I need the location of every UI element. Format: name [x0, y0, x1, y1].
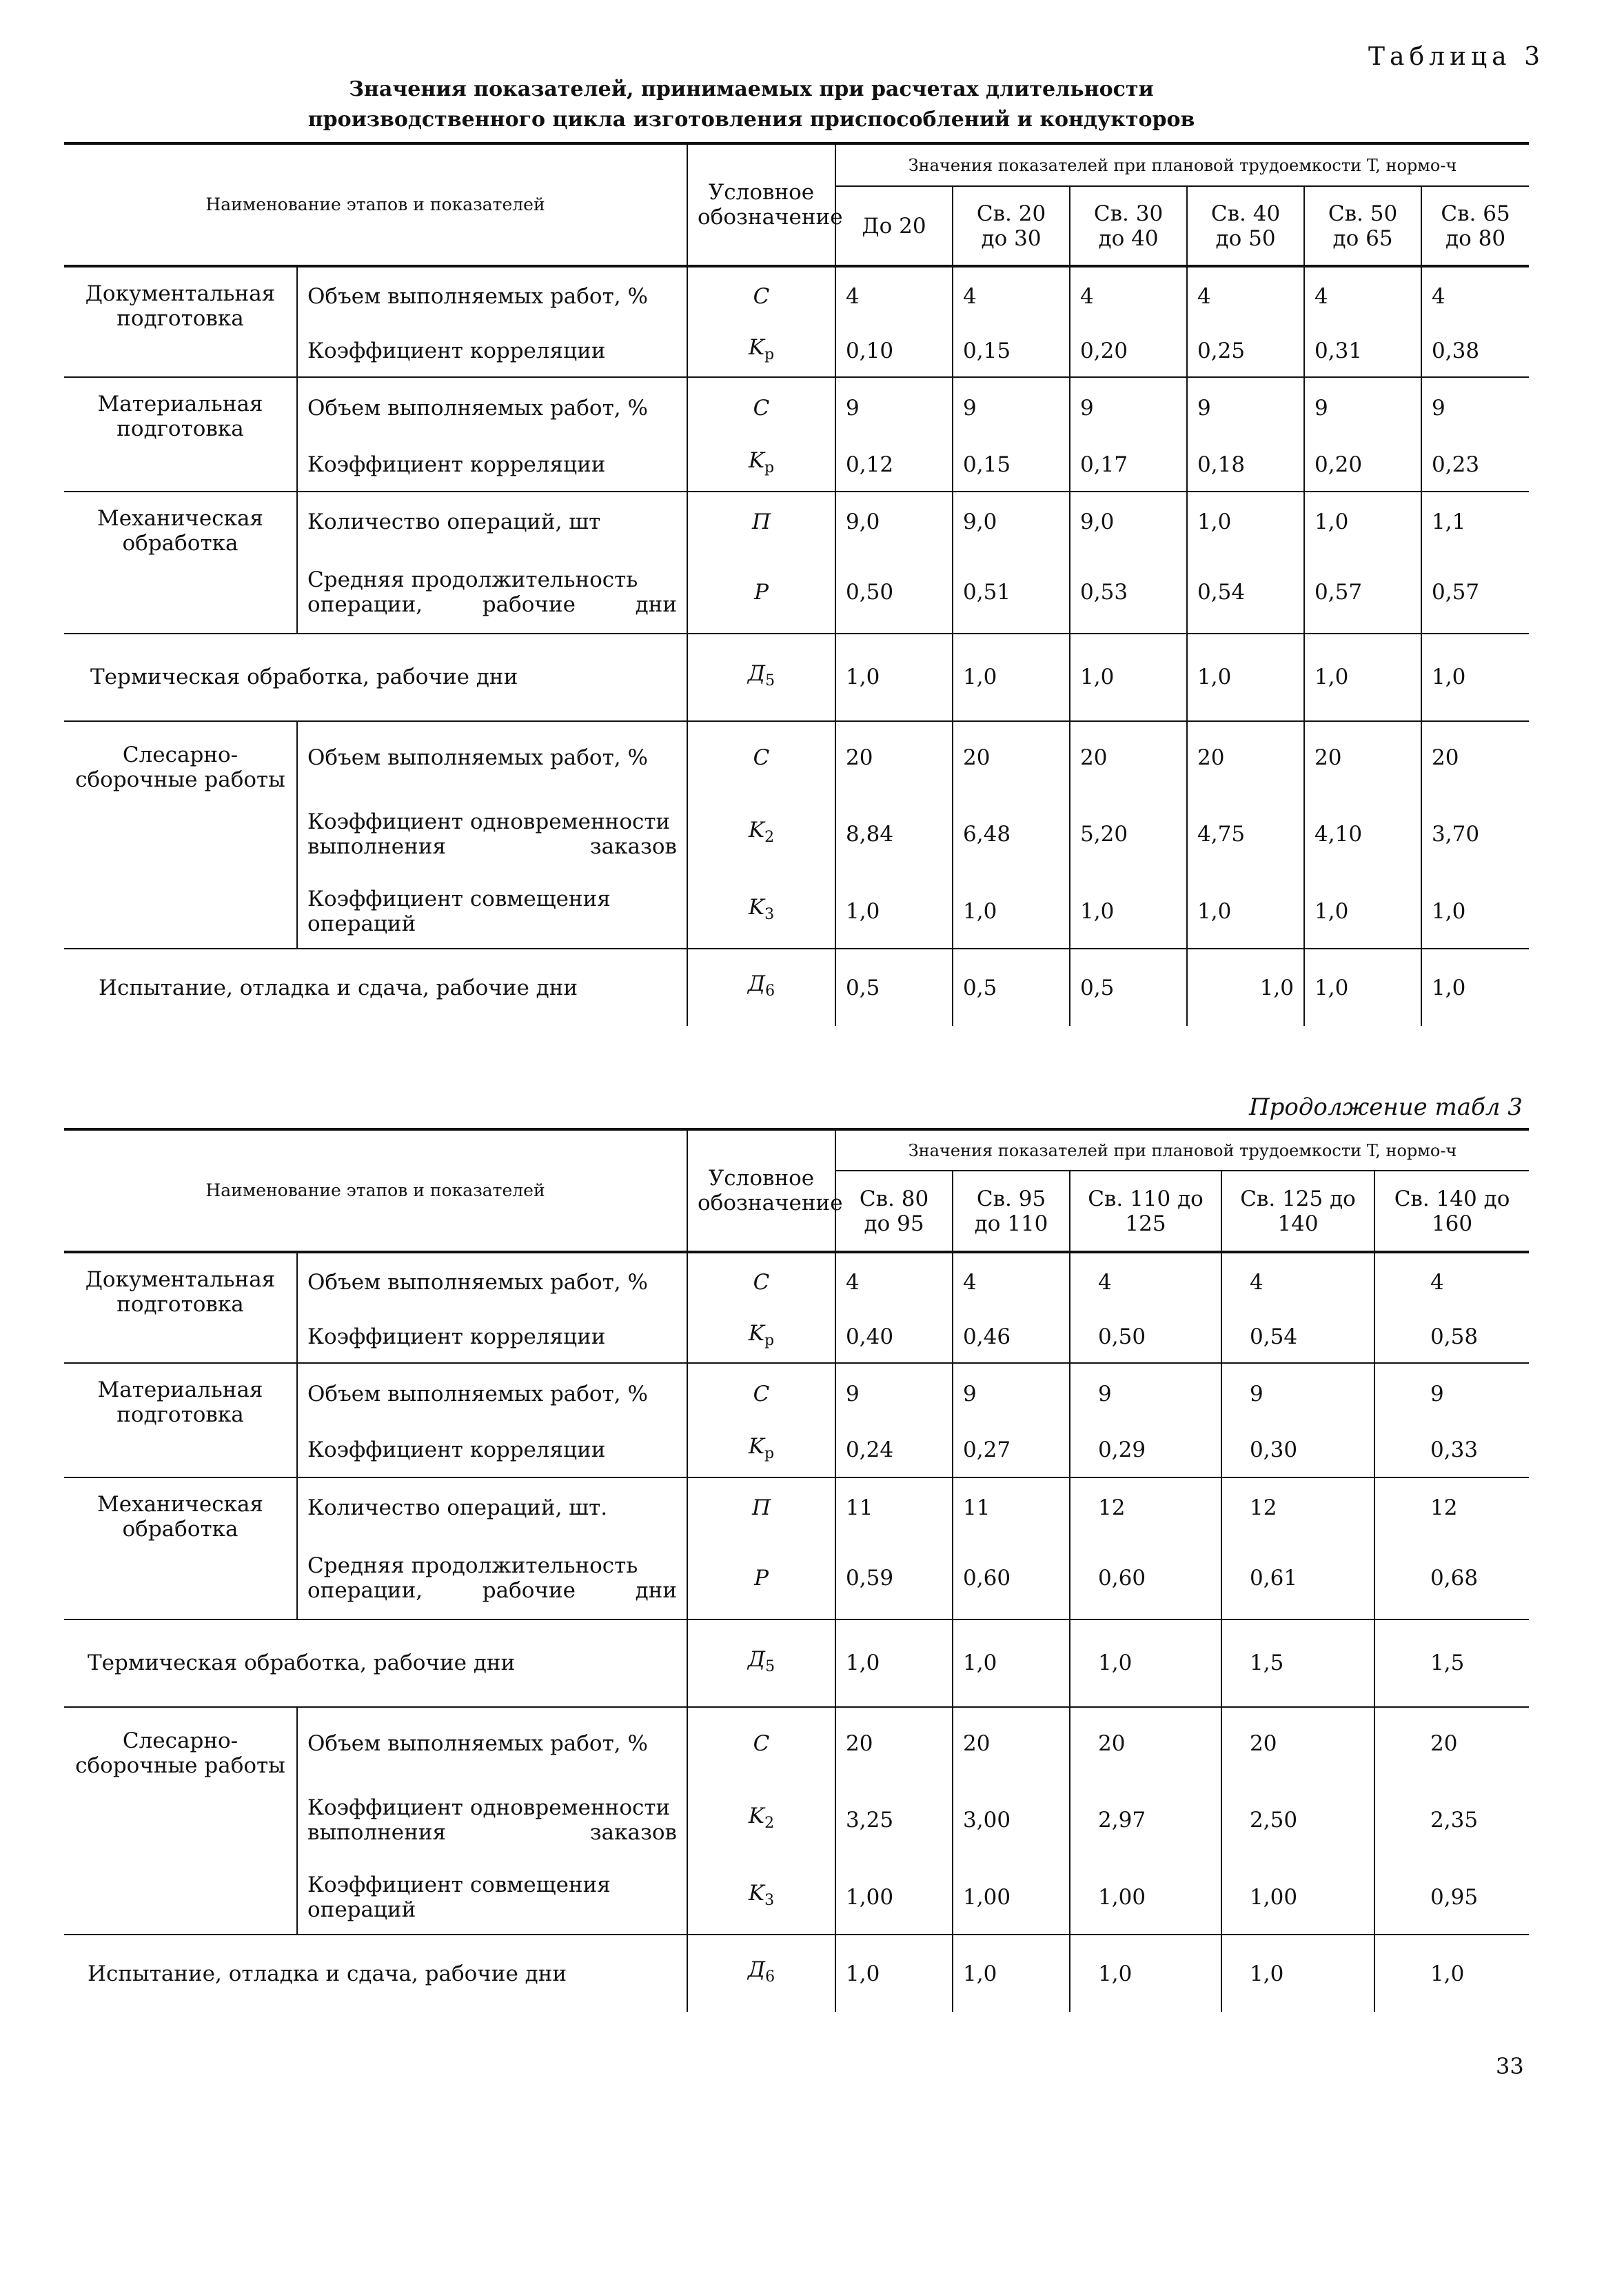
header-group: Значения показателей при плановой трудоемкости T, нормо-ч	[835, 143, 1529, 186]
value-cell: 20	[953, 721, 1070, 794]
value-cell: 1,0	[1187, 875, 1304, 949]
symbol-cell: $K_2$	[687, 794, 835, 875]
value-cell: 1,0	[953, 634, 1070, 721]
value-cell: 20	[1430, 1730, 1458, 1756]
table-title-line1: Значения показателей, принимаемых при расчетах длительности	[349, 77, 1154, 101]
value-cell: 0,53	[1070, 552, 1187, 634]
value-cell: 0,20	[1304, 438, 1421, 491]
table-row	[64, 1619, 1529, 1707]
indicator-label: Количество операций, шт.	[297, 1477, 687, 1538]
table-row	[64, 492, 1529, 552]
value-cell: 0,17	[1070, 438, 1187, 491]
value-cell: 1,0	[1304, 492, 1421, 552]
value-cell: 11	[953, 1477, 1070, 1538]
value-cell: 0,50	[835, 552, 953, 634]
value-cell: 9	[835, 1363, 953, 1424]
value-cell: 9,0	[1070, 492, 1187, 552]
table-number-label: Таблица 3	[1368, 43, 1545, 71]
value-cell: 0,24	[835, 1424, 953, 1477]
value-cell: 1,0	[1304, 875, 1421, 949]
symbol-cell: P	[687, 1538, 835, 1619]
value-cell: 5,20	[1070, 794, 1187, 875]
value-cell: 0,18	[1187, 438, 1304, 491]
table-row	[64, 1363, 1529, 1424]
value-cell: 1,0	[1187, 949, 1304, 1026]
value-cell: 1,0	[835, 1619, 953, 1707]
value-cell: 4	[1187, 266, 1304, 325]
value-cell: 4,75	[1187, 794, 1304, 875]
group-label: Испытание, отладка и сдача, рабочие дни	[64, 949, 687, 1026]
value-cell: 0,33	[1430, 1437, 1479, 1463]
value-cell: 0,54	[1187, 552, 1304, 634]
group-label: Слесарно-сборочные работы	[64, 721, 297, 949]
value-cell: 1,00	[835, 1861, 953, 1935]
indicator-label: Объем выполняемых работ, %	[297, 1707, 687, 1779]
value-cell: 0,31	[1304, 325, 1421, 377]
value-cell: 1,00	[1070, 1861, 1221, 1935]
value-cell: 0,54	[1221, 1311, 1374, 1363]
header-group: Значения показателей при плановой трудоемкости T, нормо-ч	[835, 1129, 1529, 1171]
table-row	[64, 1252, 1529, 1311]
group-label: Механическая обработка	[64, 492, 297, 634]
column-header: Св. 80 до 95	[835, 1171, 953, 1252]
value-cell: 0,5	[953, 949, 1070, 1026]
value-cell: 4	[1432, 284, 1445, 310]
header-symbol: Условное обозначение	[687, 1129, 835, 1252]
value-cell: 2,35	[1430, 1807, 1479, 1833]
group-label: Механическая обработка	[64, 1477, 297, 1619]
symbol-cell: $K_2$	[687, 1779, 835, 1861]
value-cell: 12	[1070, 1477, 1221, 1538]
table-row	[64, 949, 1529, 1026]
value-cell: 0,20	[1070, 325, 1187, 377]
value-cell: 0,46	[953, 1311, 1070, 1363]
value-cell: 1,5	[1430, 1651, 1465, 1676]
value-cell: 0,29	[1070, 1424, 1221, 1477]
value-cell: 1,0	[1304, 949, 1421, 1026]
value-cell: 0,57	[1432, 580, 1480, 605]
symbol-cell: П	[687, 492, 835, 552]
indicator-label: Средняя продолжительность операции, рабочие дни	[297, 1538, 687, 1619]
header-stage: Наименование этапов и показателей	[64, 143, 687, 266]
value-cell: 1,0	[835, 875, 953, 949]
symbol-cell: $K_3$	[687, 1861, 835, 1935]
value-cell: 1,1	[1432, 509, 1466, 535]
column-header: Св. 125 до 140	[1221, 1171, 1374, 1252]
value-cell: 1,0	[1070, 1935, 1221, 2012]
table-title-line2: производственного цикла изготовления приспособлений и кондукторов	[307, 108, 1195, 132]
header-stage: Наименование этапов и показателей	[64, 1129, 687, 1252]
value-cell: 9	[953, 1363, 1070, 1424]
column-header: Св. 65 до 80	[1441, 201, 1510, 251]
value-cell: 1,5	[1221, 1619, 1374, 1707]
value-cell: 20	[1187, 721, 1304, 794]
value-cell: 0,5	[835, 949, 953, 1026]
symbol-cell: $Д_5$	[687, 634, 835, 721]
symbol-cell: $Д_6$	[687, 949, 835, 1026]
column-header: Св. 140 до 160	[1394, 1186, 1510, 1236]
value-cell: 1,0	[953, 1619, 1070, 1707]
symbol-cell: $Д_6$	[687, 1935, 835, 2012]
column-header: До 20	[835, 186, 953, 266]
value-cell: 1,0	[1432, 665, 1466, 690]
indicator-label: Коэффициент корреляции	[297, 325, 687, 377]
indicator-label: Количество операций, шт	[297, 492, 687, 552]
value-cell: 0,15	[953, 438, 1070, 491]
value-cell: 9,0	[835, 492, 953, 552]
value-cell: 8,84	[835, 794, 953, 875]
value-cell: 1,0	[1432, 975, 1466, 1000]
value-cell: 20	[953, 1707, 1070, 1779]
value-cell: 1,0	[953, 1935, 1070, 2012]
value-cell: 20	[835, 721, 953, 794]
symbol-cell: $K_p$	[687, 325, 835, 377]
table-row	[64, 1707, 1529, 1779]
table-2	[64, 1128, 1529, 2012]
value-cell: 1,0	[1432, 899, 1466, 925]
indicator-label: Объем выполняемых работ, %	[297, 266, 687, 325]
table-row	[64, 266, 1529, 325]
table-row	[64, 1477, 1529, 1538]
value-cell: 1,0	[1304, 634, 1421, 721]
indicator-label: Коэффициент одновременности выполнения заказов	[297, 1779, 687, 1861]
value-cell: 11	[835, 1477, 953, 1538]
indicator-label: Средняя продолжительность операции, рабочие дни	[297, 552, 687, 634]
value-cell: 1,00	[1221, 1861, 1374, 1935]
symbol-cell: C	[687, 1707, 835, 1779]
value-cell: 4	[1221, 1252, 1374, 1311]
value-cell: 1,0	[835, 634, 953, 721]
value-cell: 0,23	[1432, 452, 1480, 477]
value-cell: 9	[1430, 1381, 1444, 1406]
value-cell: 4	[835, 266, 953, 325]
column-header: Св. 110 до 125	[1070, 1171, 1221, 1252]
indicator-label: Коэффициент совмещения операций	[297, 1861, 687, 1935]
value-cell: 1,0	[835, 1935, 953, 2012]
table-1	[64, 142, 1529, 1026]
value-cell: 0,10	[835, 325, 953, 377]
table-row	[64, 377, 1529, 438]
value-cell: 3,70	[1432, 821, 1480, 847]
continuation-label: Продолжение табл 3	[1249, 1093, 1523, 1121]
value-cell: 9,0	[953, 492, 1070, 552]
column-header: Св. 40 до 50	[1187, 186, 1304, 266]
page-number: 33	[1496, 2053, 1524, 2079]
group-label: Материальная подготовка	[64, 1363, 297, 1477]
value-cell: 4	[1430, 1270, 1444, 1295]
symbol-cell: C	[687, 377, 835, 438]
value-cell: 4	[835, 1252, 953, 1311]
value-cell: 20	[1221, 1707, 1374, 1779]
value-cell: 0,27	[953, 1424, 1070, 1477]
symbol-cell: C	[687, 1363, 835, 1424]
group-label: Слесарно-сборочные работы	[64, 1707, 297, 1935]
column-header: Св. 20 до 30	[953, 186, 1070, 266]
header-symbol: Условное обозначение	[687, 143, 835, 266]
indicator-label: Коэффициент совмещения операций	[297, 875, 687, 949]
indicator-label: Коэффициент корреляции	[297, 438, 687, 491]
value-cell: 4	[953, 266, 1070, 325]
group-label: Документальная подготовка	[64, 1252, 297, 1363]
value-cell: 0,68	[1430, 1566, 1479, 1591]
value-cell: 20	[1070, 1707, 1221, 1779]
value-cell: 0,61	[1221, 1538, 1374, 1619]
value-cell: 1,0	[1187, 492, 1304, 552]
symbol-cell: $K_p$	[687, 1311, 835, 1363]
symbol-cell: $Д_5$	[687, 1619, 835, 1707]
group-label: Термическая обработка, рабочие дни	[64, 1619, 687, 1707]
value-cell: 1,0	[1070, 875, 1187, 949]
value-cell: 4	[1070, 1252, 1221, 1311]
value-cell: 0,60	[953, 1538, 1070, 1619]
value-cell: 0,95	[1430, 1885, 1479, 1910]
value-cell: 0,30	[1221, 1424, 1374, 1477]
value-cell: 2,97	[1070, 1779, 1221, 1861]
value-cell: 0,38	[1432, 339, 1480, 364]
value-cell: 1,0	[953, 875, 1070, 949]
value-cell: 3,25	[835, 1779, 953, 1861]
symbol-cell: C	[687, 721, 835, 794]
value-cell: 0,25	[1187, 325, 1304, 377]
value-cell: 3,00	[953, 1779, 1070, 1861]
indicator-label: Объем выполняемых работ, %	[297, 721, 687, 794]
group-label: Документальная подготовка	[64, 266, 297, 377]
table-row	[64, 1935, 1529, 2012]
value-cell: 4	[953, 1252, 1070, 1311]
value-cell: 20	[1070, 721, 1187, 794]
value-cell: 9	[1070, 1363, 1221, 1424]
value-cell: 4,10	[1304, 794, 1421, 875]
value-cell: 0,60	[1070, 1538, 1221, 1619]
indicator-label: Коэффициент одновременности выполнения заказов	[297, 794, 687, 875]
symbol-cell: $K_3$	[687, 875, 835, 949]
group-label: Испытание, отладка и сдача, рабочие дни	[64, 1935, 687, 2012]
symbol-cell: $K_p$	[687, 1424, 835, 1477]
symbol-cell: $K_p$	[687, 438, 835, 491]
value-cell: 0,5	[1070, 949, 1187, 1026]
value-cell: 0,15	[953, 325, 1070, 377]
value-cell: 9	[1304, 377, 1421, 438]
value-cell: 20	[1304, 721, 1421, 794]
indicator-label: Объем выполняемых работ, %	[297, 377, 687, 438]
value-cell: 0,58	[1430, 1324, 1479, 1350]
value-cell: 9	[835, 377, 953, 438]
value-cell: 9	[1221, 1363, 1374, 1424]
value-cell: 20	[835, 1707, 953, 1779]
value-cell: 1,0	[1070, 634, 1187, 721]
value-cell: 1,0	[1221, 1935, 1374, 2012]
value-cell: 0,40	[835, 1311, 953, 1363]
group-label: Термическая обработка, рабочие дни	[64, 634, 687, 721]
value-cell: 12	[1221, 1477, 1374, 1538]
symbol-cell: C	[687, 1252, 835, 1311]
indicator-label: Коэффициент корреляции	[297, 1424, 687, 1477]
value-cell: 6,48	[953, 794, 1070, 875]
value-cell: 0,51	[953, 552, 1070, 634]
value-cell: 9	[1187, 377, 1304, 438]
value-cell: 0,50	[1070, 1311, 1221, 1363]
value-cell: 1,0	[1070, 1619, 1221, 1707]
value-cell: 1,00	[953, 1861, 1070, 1935]
column-header: Св. 95 до 110	[953, 1171, 1070, 1252]
indicator-label: Коэффициент корреляции	[297, 1311, 687, 1363]
indicator-label: Объем выполняемых работ, %	[297, 1363, 687, 1424]
value-cell: 9	[1432, 395, 1445, 421]
table-row	[64, 721, 1529, 794]
value-cell: 1,0	[1430, 1961, 1465, 1986]
value-cell: 4	[1304, 266, 1421, 325]
symbol-cell: C	[687, 266, 835, 325]
value-cell: 9	[953, 377, 1070, 438]
symbol-cell: P	[687, 552, 835, 634]
group-label: Материальная подготовка	[64, 377, 297, 491]
value-cell: 1,0	[1187, 634, 1304, 721]
value-cell: 4	[1070, 266, 1187, 325]
value-cell: 0,59	[835, 1538, 953, 1619]
value-cell: 2,50	[1221, 1779, 1374, 1861]
column-header: Св. 30 до 40	[1070, 186, 1187, 266]
value-cell: 9	[1070, 377, 1187, 438]
column-header: Св. 50 до 65	[1304, 186, 1421, 266]
indicator-label: Объем выполняемых работ, %	[297, 1252, 687, 1311]
value-cell: 20	[1432, 745, 1459, 770]
value-cell: 0,12	[835, 438, 953, 491]
symbol-cell: П	[687, 1477, 835, 1538]
table-row	[64, 634, 1529, 721]
value-cell: 12	[1430, 1495, 1458, 1521]
value-cell: 0,57	[1304, 552, 1421, 634]
